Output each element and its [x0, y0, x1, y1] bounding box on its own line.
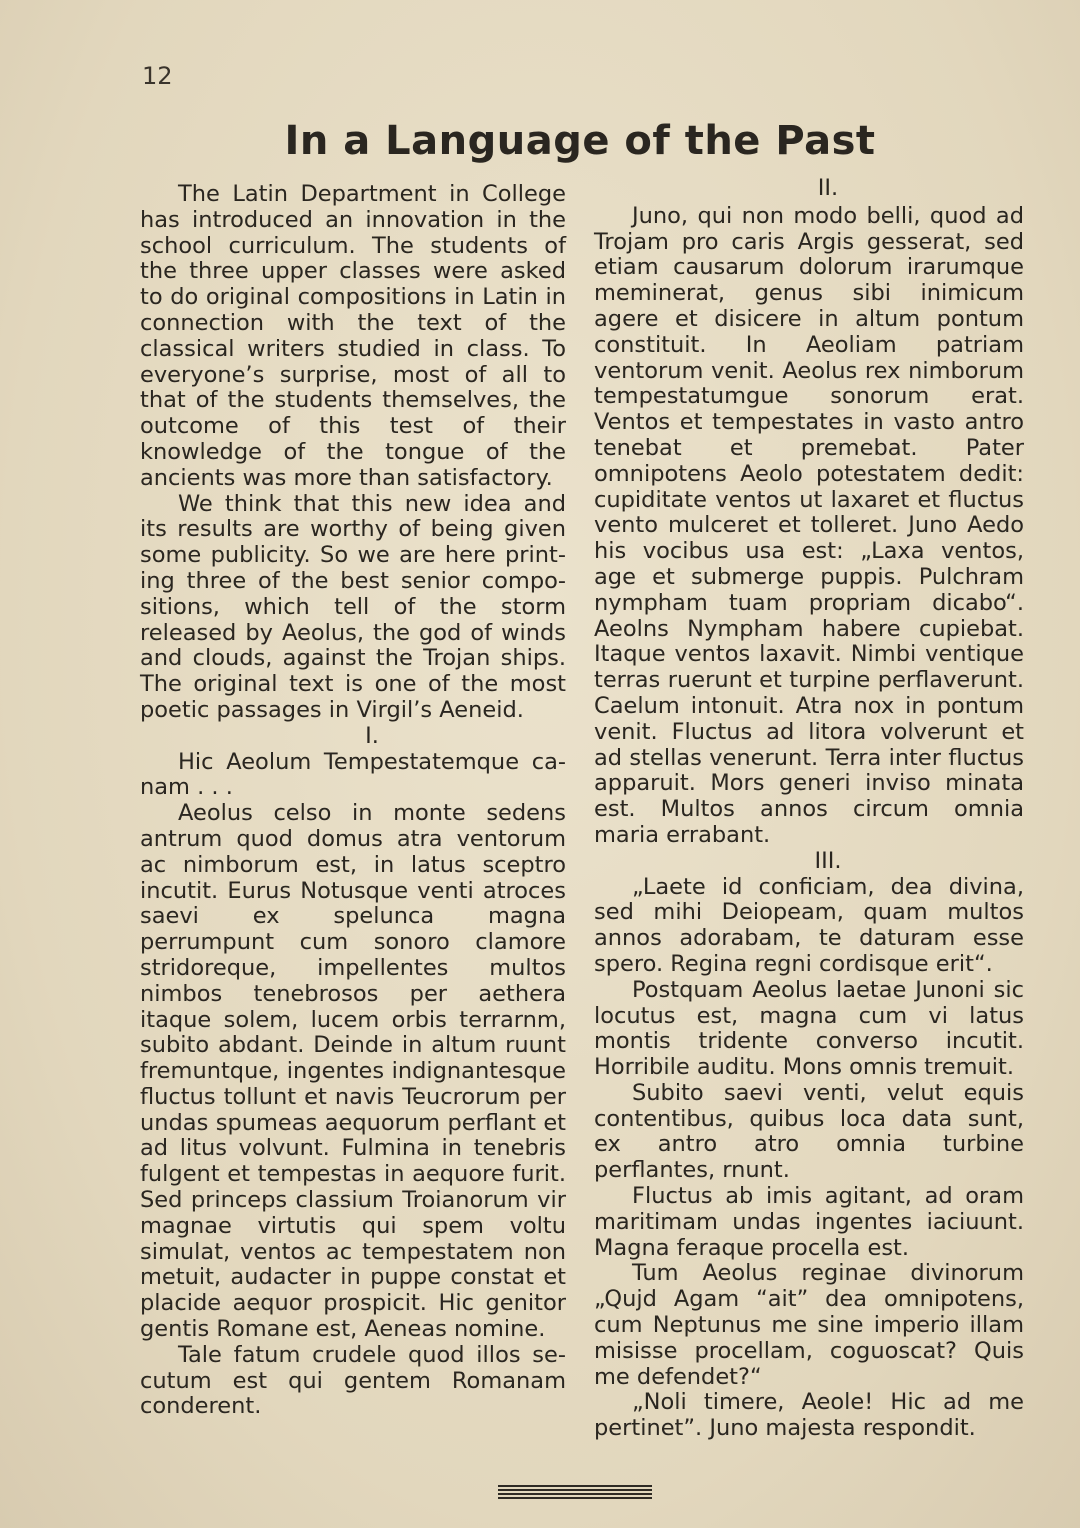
composition-paragraph: Tum Aeolus reginae divinorum „Qujd Agam “ait” dea omnipotens, cum Neptunus me sine imperio illam misisse procellam, coguoscat? Quis me defendet?“ [594, 1260, 1024, 1390]
page-number: 12 [142, 62, 173, 90]
section-heading-iii: III. [814, 847, 842, 874]
composition-paragraph: Juno, qui non modo belli, quod ad Trojam pro caris Argis gesserat, sed etiam causarum dolorum irarumque meminerat, genus sibi inimicum agere et disicere in altum pontum constituit. In Aeoliam patriam ventorum venit. Aeolus rex nimborum tempestatumgue sonorum erat. Ventos et tempestates in vasto antro tenebat et premebat. Pater omnipotens Aeolo potestatem dedit: cupiditate ventos ut laxaret et fluctus vento mulceret et tolleret. Juno Aedo his vocibus usa est: „Laxa ventos, age et submerge puppis. Pulchram nympham tuam propriam dicabo“. Aeolns Nympham habere cupiebat. Itaque ventos laxavit. Nimbi ventique terras ruerunt et turpine perflaverunt. Caelum intonuit. Atra nox in pontum venit. Fluctus ad litora volverunt et ad stellas venerunt. Terra inter fluctus apparuit. Mors generi inviso minata est. Multos annos circum omnia maria errabant. [594, 202, 1024, 848]
section-heading-i: I. [365, 722, 379, 749]
article-title: In a Language of the Past [284, 118, 876, 164]
end-rule [498, 1485, 652, 1501]
composition-paragraph: Subito saevi venti, velut equis contentibus, quibus loca data sunt, ex antro atro omnia turbine perflantes, rnunt. [594, 1079, 1024, 1184]
composition-paragraph: Tale fatum crudele quod illos secutum est qui gentem Romanam conderent. [140, 1341, 566, 1420]
composition-paragraph: „Noli timere, Aeole! Hic ad me pertinet”. Juno majesta respondit. [594, 1389, 1024, 1442]
left-column [140, 182, 566, 1420]
composition-paragraph: Aeolus celso in monte sedens antrum quod domus atra ventorum ac nimborum est, in latus sceptro incutit. Eurus Notusque venti atroces saevi ex spelunca magna perrumpunt cum sonoro clamore stridoreque, impellentes multos nimbos tenebrosos per aethera itaque solem, lucem orbis terrarnm, subito abdant. Deinde in altum ruunt fremuntque, ingentes indignantesque fluctus tollunt et navis Teucrorum per undas spumeas aequorum perflant et ad litus volvunt. Fulmina in tenebris fulgent et tempestas in aequore furit. Sed princeps classium Troianorum vir magnae virtutis qui spem voltu simulat, ventos ac tempestatem non metuit, audacter in puppe constat et placide aequor prospicit. Hic genitor gentis Romane est, Aeneas nomine. [140, 800, 566, 1343]
intro-paragraph: We think that this new idea and its results are worthy of being given some publicity. So we are here printing three of the best senior compositions, which tell of the storm released by Aeolus, the god of winds and clouds, against the Trojan ships. The original text is one of the most poetic passages in Virgil’s Aeneid. [140, 490, 566, 723]
composition-paragraph: Fluctus ab imis agitant, ad oram maritimam undas ingentes iaciuunt. Magna feraque procella est. [594, 1183, 1024, 1261]
intro-paragraph: The Latin Department in College has introduced an innovation in the school curriculum. The students of the three upper classes were asked to do original compositions in Latin in connection with the text of the classical writers studied in class. To everyone’s surprise, most of all to that of the students themselves, the outcome of this test of their knowledge of the tongue of the ancients was more than satisfactory. [140, 181, 566, 491]
right-column [594, 175, 1024, 1442]
composition-paragraph: Postquam Aeolus laetae Junoni sic locutus est, magna cum vi latus montis tridente converso incutit. Horribile auditu. Mons omnis tremuit. [594, 976, 1024, 1081]
composition-paragraph: Hic Aeolum Tempestatemque canam . . . [140, 748, 566, 801]
section-heading-ii: II. [817, 175, 839, 201]
composition-paragraph: „Laete id conficiam, dea divina, sed mihi Deiopeam, quam multos annos adorabam, te daturam esse spero. Regina regni cordisque erit“. [594, 873, 1024, 977]
